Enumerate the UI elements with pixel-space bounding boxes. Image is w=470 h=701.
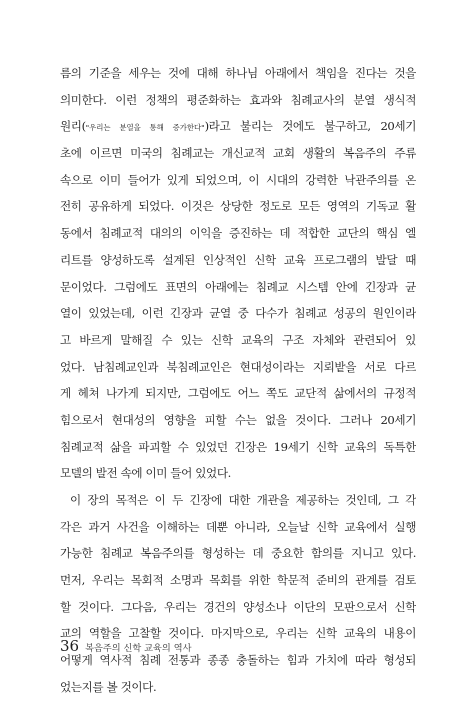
text-line: 열이 있었는데, 이런 긴장과 균열 중 다수가 침례교 성공의 원인이라 <box>60 306 416 321</box>
page-number: 36 <box>60 637 80 655</box>
text-line: 초에 이르면 미국의 침례교는 개신교적 교회 생활의 복음주의 주류 <box>60 146 416 161</box>
text-line: 전히 공유하게 되었다. 이것은 상당한 정도로 모든 영역의 기독교 활 <box>60 199 416 214</box>
paragraph-first-line: 이 장의 목적은 이 두 긴장에 대한 개관을 제공하는 것인데, 그 각 <box>70 493 416 507</box>
running-title: 복음주의 신학 교육의 역사 <box>85 643 192 654</box>
text-line: 었다. 남침례교인과 북침례교인은 현대성이라는 지뢰밭을 서로 다르 <box>60 359 416 374</box>
text-line: 힘으로서 현대성의 영향을 피할 수는 없을 것이다. 그러나 20세기 <box>60 412 416 427</box>
text-line-end: )라고 불리는 것에도 불구하고, 20세기 <box>204 119 416 134</box>
text-line: 의미한다. 이런 정책의 평준화하는 효과와 침례교사의 분열 생식적 <box>60 92 416 107</box>
text-line-start: 원리( <box>60 119 86 134</box>
text-line: 리트를 양성하도록 설계된 인상적인 신학 교육 프로그램의 발달 때 <box>60 252 416 267</box>
text-line: 속으로 이미 들어가 있게 되었으며, 이 시대의 강력한 낙관주의를 온 <box>60 172 416 187</box>
text-line: 침례교적 삶을 파괴할 수 있었던 긴장은 19세기 신학 교육의 독특한 <box>60 439 416 454</box>
text-line: 름의 기준을 세우는 것에 대해 하나님 아래에서 책임을 진다는 것을 <box>60 66 416 80</box>
text-line: 동에서 침례교적 대의의 이익을 증진하는 데 적합한 교단의 핵심 엘 <box>60 226 416 241</box>
text-line: 모델의 발전 속에 이미 들어 있었다. <box>60 466 231 481</box>
text-line: 먼저, 우리는 목회적 소명과 목회를 위한 학문적 준비의 관계를 검토 <box>60 573 416 588</box>
text-line: 었는지를 볼 것이다. <box>60 679 157 694</box>
text-line: 고 바르게 말해질 수 있는 신학 교육의 구조 자체와 관련되어 있 <box>60 332 416 347</box>
page-footer <box>60 634 191 658</box>
text-line: 가능한 침례교 복음주의를 형성하는 데 중요한 함의를 지니고 있다. <box>60 546 416 561</box>
inline-quote: "우리는 분열을 통해 증가한다" <box>85 123 205 133</box>
text-line: 문이었다. 그럼에도 표면의 아래에는 침례교 시스템 안에 긴장과 균 <box>60 279 416 294</box>
text-line: 각은 과거 사건을 이해하는 데뿐 아니라, 오늘날 신학 교육에서 실행 <box>60 519 416 534</box>
text-line: 할 것이다. 그다음, 우리는 경건의 양성소나 이단의 모판으로서 신학 <box>60 599 416 614</box>
text-line <box>60 113 416 140</box>
body-text <box>60 60 416 701</box>
text-line: 교의 역할을 고찰할 것이다. 마지막으로, 우리는 신학 교육의 내용이 <box>60 626 416 641</box>
text-line: 어떻게 역사적 침례 전통과 종종 충돌하는 힘과 가치에 따라 형성되 <box>60 653 416 668</box>
text-line: 게 헤쳐 나가게 되지만, 그럼에도 어느 쪽도 교단적 삶에서의 규정적 <box>60 386 416 401</box>
